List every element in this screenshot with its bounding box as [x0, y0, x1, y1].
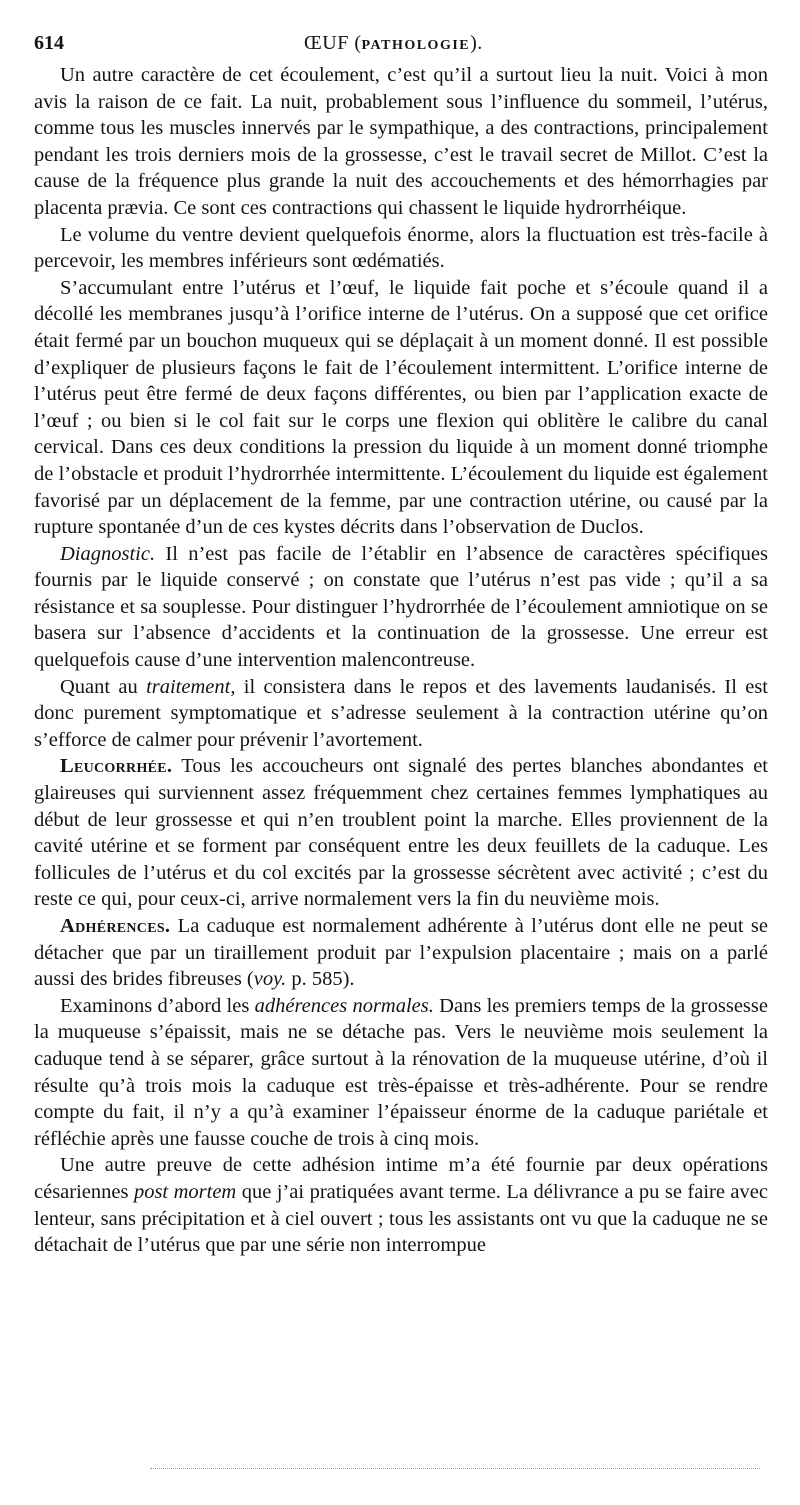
cesarean-text-a: Une autre preuve de cette adhésion intime m’a été fournie par deux opérations césariennes: [34, 1154, 768, 1203]
running-title-smallcaps: PATHOLOGIE: [361, 38, 471, 53]
paragraph-treatment: [34, 674, 768, 754]
adhesions-text-a: La caduque est normalement adhérente à l’utérus dont elle ne peut se détacher que par un tiraillement produit par l’expulsion placentaire ; mais on a parlé aussi des brides fibreuses (: [34, 915, 768, 991]
cesarean-term: post mortem: [133, 1180, 237, 1203]
running-title-close: ).: [470, 32, 483, 54]
page-header: [34, 32, 768, 60]
paragraph-intermittent-flow: S’accumulant entre l’utérus et l’œuf, le liquide fait poche et s’écoule quand il a décollé les membranes jusqu’à l’orifice interne de l’utérus. On a supposé que cet orifice était fermé par un bouchon muqueux qui se déplaçait à un moment donné. Il est possible d’expliquer de plusieurs façons le fait de l’écoulement intermittent. L’orifice interne de l’utérus peut être fermé de deux façons différentes, ou bien par l’application exacte de l’œuf ; ou bien si le col fait sur le corps une flexion qui oblitère le calibre du canal cervical. Dans ces deux conditions la pression du liquide à un moment donné triomphe de l’obstacle et produit l’hydrorrhée intermittente. L’écoulement du liquide est également favorisé par un déplacement de la femme, par une contraction utérine, ou causé par la rupture spontanée d’un de ces kystes décrits dans l’observation de Duclos.: [34, 276, 768, 539]
normal-adhesions-term: adhérences normales.: [254, 994, 434, 1017]
paragraph-adhesions: [34, 913, 768, 993]
cesarean-text-b: que j’ai pratiquées avant terme. La délivrance a pu se faire avec lenteur, sans précipitation et à ciel ouvert ; tous les assistants ont vu que la caduque ne se détachait de l’utérus que par une série non interrompue: [34, 1180, 768, 1257]
paragraph-belly-volume: Le volume du ventre devient quelquefois énorme, alors la fluctuation est très-facile à percevoir, les membres inférieurs sont œdématiés.: [34, 223, 768, 273]
normal-adhesions-text-b: Dans les premiers temps de la grossesse la muqueuse s’épaissit, mais ne se détache pas. Vers le neuvième mois seulement la caduque tend à se séparer, grâce surtout à la rénovation de la muqueuse utérine, d’où il résulte qu’à trois mois la caduque est très-épaisse et très-adhérente. Pour se rendre compte du fait, il n’y a qu’à examiner l’épaisseur énorme de la caduque pariétale et réfléchie après une fausse couche de trois à cinq mois.: [34, 994, 768, 1150]
adhesions-text-b: p. 585).: [286, 968, 355, 991]
running-title-main: ŒUF (: [304, 32, 362, 54]
page-number: 614: [34, 32, 64, 54]
bottom-rule: [150, 1468, 760, 1469]
adhesions-heading: Adhérences.: [60, 915, 171, 937]
paragraph-leucorrhea: [34, 753, 768, 913]
paragraph-diagnostic: [34, 541, 768, 674]
paragraph-cesarean: [34, 1152, 768, 1258]
paragraph-normal-adhesions: [34, 993, 768, 1153]
leucorrhea-text: Tous les accoucheurs ont signalé des pertes blanches abondantes et glaireuses qui surviennent assez fréquemment chez certaines femmes lymphatiques au début de leur grossesse et qui n’en troublent point la marche. Elles proviennent de la cavité utérine et se forment par conséquent entre les deux feuillets de la caduque. Les follicules de l’utérus et du col excités par la grossesse sécrètent avec activité ; c’est du reste ce qui, pour ceux-ci, arrive normalement vers la fin du neuvième mois.: [34, 755, 768, 911]
treatment-text-b: il consistera dans le repos et des lavements laudanisés. Il est donc purement symptomatique et s’adresse seulement à la contraction utérine qu’on s’efforce de calmer pour prévenir l’avortement.: [34, 675, 768, 751]
body-text: [34, 62, 768, 1259]
adhesions-ref: voy.: [253, 968, 287, 991]
diagnostic-text: Il n’est pas facile de l’établir en l’absence de caractères spécifiques fournis par le liquide conservé ; on constate que l’utérus n’est pas vide ; qu’il a sa résistance et sa souplesse. Pour distinguer l’hydrorrhée de l’écoulement amniotique on se basera sur l’absence d’accidents et la continuation de la grossesse. Une erreur est quelquefois cause d’une intervention malencontreuse.: [34, 542, 768, 672]
normal-adhesions-text-a: Examinons d’abord les: [60, 994, 255, 1017]
treatment-term: traitement,: [146, 675, 236, 698]
leucorrhea-heading: Leucorrhée.: [60, 755, 173, 778]
diagnostic-label: Diagnostic.: [60, 542, 156, 565]
running-title: [304, 32, 483, 55]
paragraph-nocturnal-flow: Un autre caractère de cet écoulement, c’est qu’il a surtout lieu la nuit. Voici à mon avis la raison de ce fait. La nuit, probablement sous l’influence du sommeil, l’utérus, comme tous les muscles innervés par le sympathique, a des contractions, principalement pendant les trois derniers mois de la grossesse, c’est le travail secret de Millot. C’est la cause de la fréquence plus grande la nuit des accouchements et des hémorrhagies par placenta prævia. Ce sont ces contractions qui chassent le liquide hydrorrhéique.: [34, 64, 768, 219]
treatment-text-a: Quant au: [60, 675, 147, 698]
